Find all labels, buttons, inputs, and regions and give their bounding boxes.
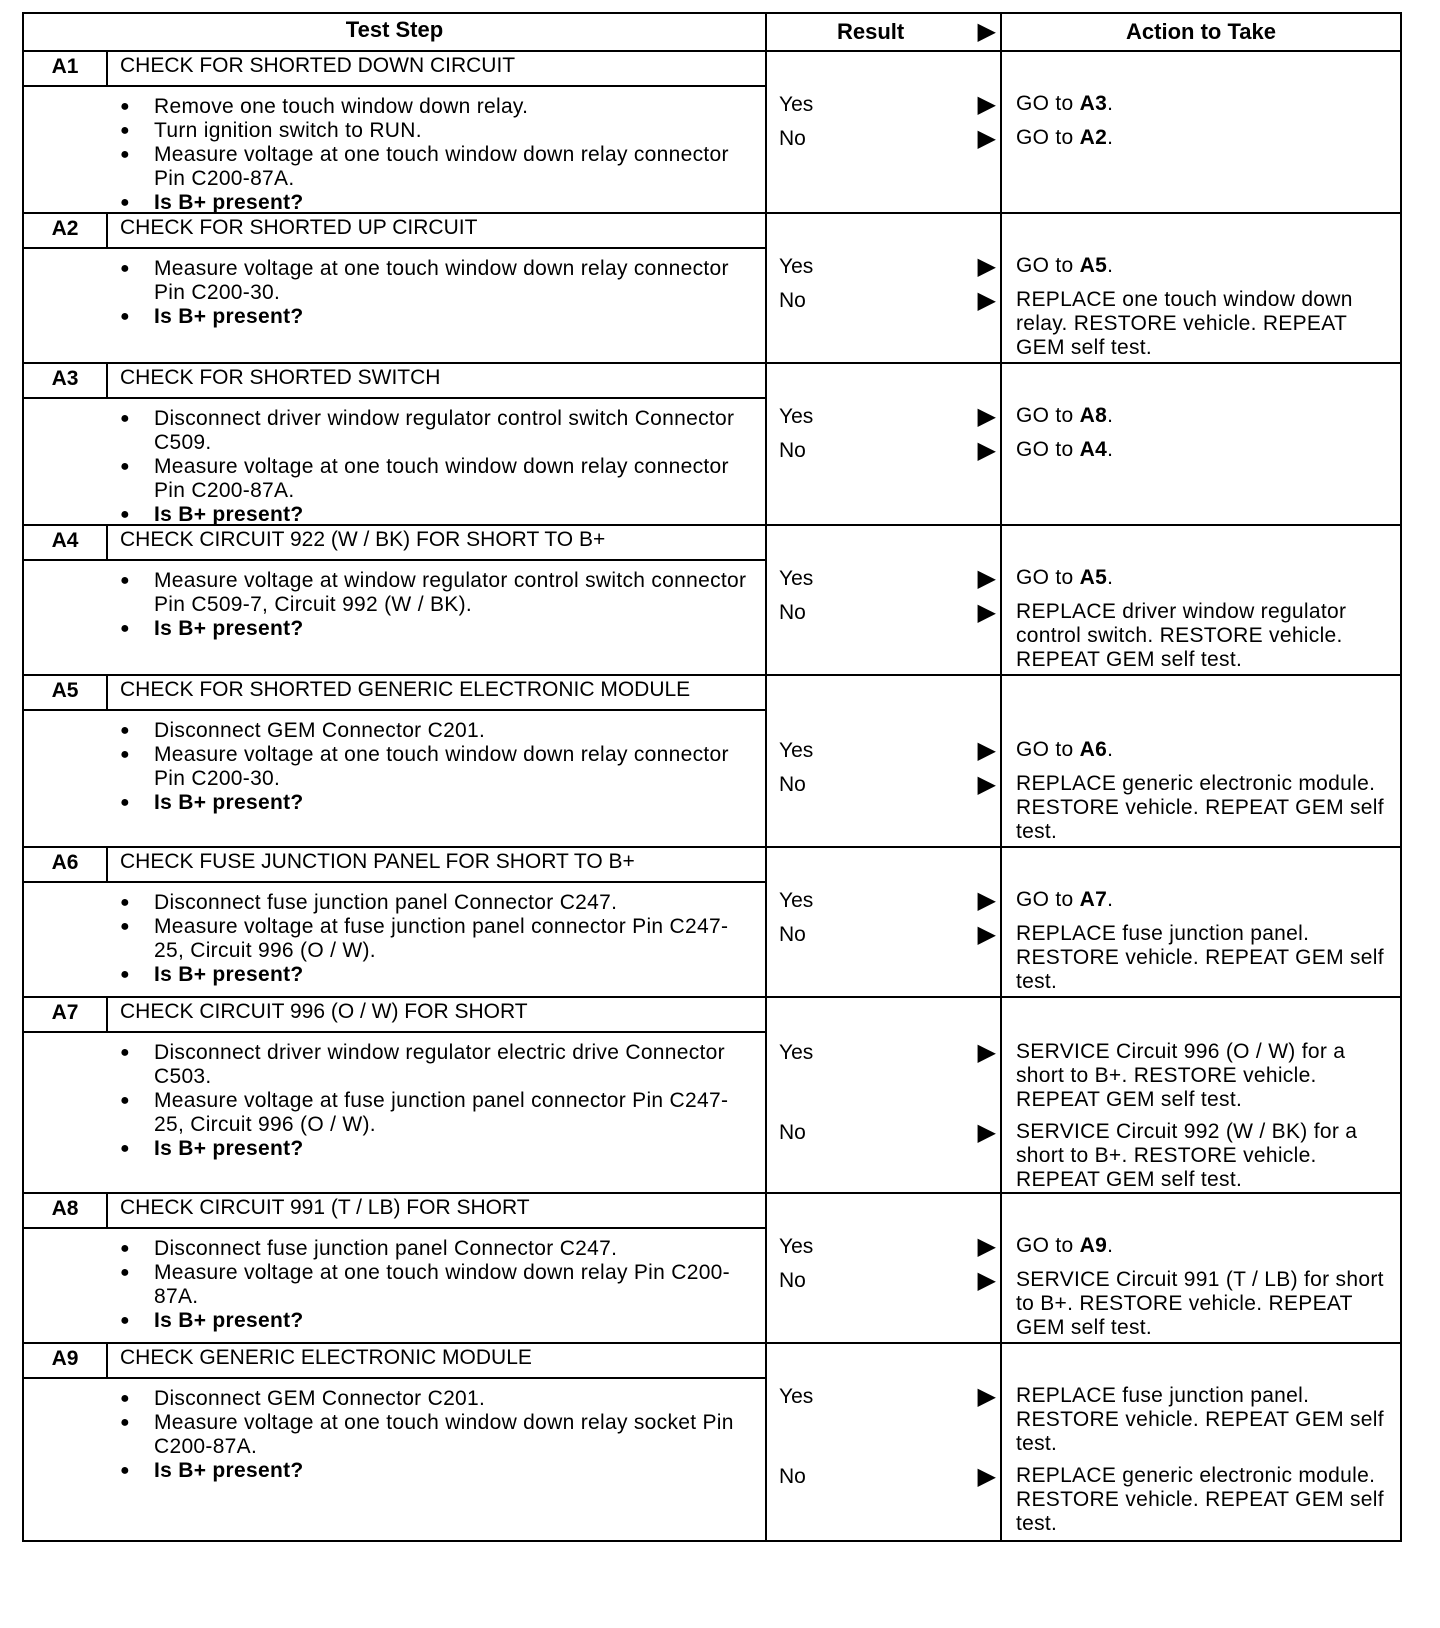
action-prefix: REPLACE one touch window down relay. RESTORE vehicle. REPEAT GEM self test. xyxy=(1016,288,1353,359)
steps-body xyxy=(24,52,1400,1540)
action-text xyxy=(1016,888,1386,912)
action-prefix: GO to xyxy=(1016,254,1080,277)
right-arrow-icon: ▶ xyxy=(977,1039,996,1066)
result-cell xyxy=(767,1194,1002,1342)
instruction-item: ● Measure voltage at fuse junction panel connector Pin C247-25, Circuit 996 (O / W). xyxy=(24,1089,755,1137)
result-label: Yes xyxy=(779,255,814,278)
instruction-item: ● Is B+ present? xyxy=(24,963,755,987)
action-text xyxy=(1016,600,1386,672)
result-label: Yes xyxy=(779,567,814,590)
result-label: Yes xyxy=(779,1235,814,1258)
action-cell xyxy=(1002,1344,1400,1540)
result-no xyxy=(779,922,1000,948)
action-text xyxy=(1016,92,1386,116)
action-prefix: REPLACE fuse junction panel. RESTORE vehicle. REPEAT GEM self test. xyxy=(1016,922,1384,993)
instruction-item: ● Is B+ present? xyxy=(24,503,755,527)
action-suffix: . xyxy=(1107,566,1114,589)
right-arrow-icon: ▶ xyxy=(977,599,996,626)
result-no xyxy=(779,600,1000,626)
step-id: A8 xyxy=(24,1194,108,1227)
diagnostic-table xyxy=(22,12,1402,1542)
result-label: No xyxy=(779,289,806,312)
action-step-ref: A7 xyxy=(1079,888,1108,911)
right-arrow-icon: ▶ xyxy=(977,887,996,914)
step-row xyxy=(24,676,1400,848)
instruction-item: ● Disconnect driver window regulator control switch Connector C509. xyxy=(24,407,755,455)
step-row xyxy=(24,214,1400,364)
step-title: CHECK FUSE JUNCTION PANEL FOR SHORT TO B+ xyxy=(120,850,635,873)
action-text xyxy=(1016,1464,1386,1536)
instruction-item: ● Is B+ present? xyxy=(24,1309,755,1333)
step-title-row xyxy=(24,526,765,561)
action-suffix: . xyxy=(1107,1234,1114,1257)
step-instructions xyxy=(24,883,765,991)
test-step-cell xyxy=(24,848,767,996)
action-prefix: SERVICE Circuit 992 (W / BK) for a short to B+. RESTORE vehicle. REPEAT GEM self test. xyxy=(1016,1120,1358,1191)
instruction-item: ● Measure voltage at one touch window down relay connector Pin C200-87A. xyxy=(24,455,755,503)
instruction-item: ● Measure voltage at one touch window down relay connector Pin C200-87A. xyxy=(24,143,755,191)
action-prefix: GO to xyxy=(1016,888,1080,911)
test-step-cell xyxy=(24,214,767,362)
result-label: No xyxy=(779,1269,806,1292)
result-no xyxy=(779,288,1000,314)
header-test-step: Test Step xyxy=(24,14,767,50)
result-no xyxy=(779,1464,1000,1490)
step-title: CHECK CIRCUIT 991 (T / LB) FOR SHORT xyxy=(120,1196,530,1219)
action-cell xyxy=(1002,364,1400,524)
step-title-row xyxy=(24,1194,765,1229)
instruction-item: ● Is B+ present? xyxy=(24,1137,755,1161)
right-arrow-icon: ▶ xyxy=(977,565,996,592)
instruction-item: ● Measure voltage at one touch window down relay Pin C200-87A. xyxy=(24,1261,755,1309)
right-arrow-icon: ▶ xyxy=(977,737,996,764)
step-id: A3 xyxy=(24,364,108,397)
step-instructions xyxy=(24,711,765,819)
result-no xyxy=(779,438,1000,464)
action-cell xyxy=(1002,52,1400,212)
right-arrow-icon: ▶ xyxy=(977,403,996,430)
step-title-row xyxy=(24,214,765,249)
result-yes xyxy=(779,738,1000,764)
result-no xyxy=(779,1120,1000,1146)
test-step-cell xyxy=(24,998,767,1192)
step-row xyxy=(24,364,1400,526)
result-cell xyxy=(767,848,1002,996)
action-suffix: . xyxy=(1107,92,1114,115)
result-no xyxy=(779,126,1000,152)
header-result-cell xyxy=(767,14,1002,50)
step-title: CHECK CIRCUIT 996 (O / W) FOR SHORT xyxy=(120,1000,528,1023)
action-prefix: GO to xyxy=(1016,438,1080,461)
action-step-ref: A2 xyxy=(1079,126,1108,149)
step-id: A9 xyxy=(24,1344,108,1377)
action-text xyxy=(1016,404,1386,428)
step-instructions xyxy=(24,399,765,531)
result-label: No xyxy=(779,773,806,796)
result-label: Yes xyxy=(779,405,814,428)
test-step-cell xyxy=(24,1194,767,1342)
result-cell xyxy=(767,364,1002,524)
right-arrow-icon: ▶ xyxy=(977,91,996,118)
instruction-item: ● Turn ignition switch to RUN. xyxy=(24,119,755,143)
action-prefix: REPLACE driver window regulator control switch. RESTORE vehicle. REPEAT GEM self test. xyxy=(1016,600,1347,671)
step-instructions xyxy=(24,561,765,645)
instruction-item: ● Is B+ present? xyxy=(24,791,755,815)
step-row xyxy=(24,998,1400,1194)
step-title: CHECK CIRCUIT 922 (W / BK) FOR SHORT TO B+ xyxy=(120,528,606,551)
result-label: Yes xyxy=(779,739,814,762)
result-yes xyxy=(779,888,1000,914)
step-title-row xyxy=(24,998,765,1033)
step-row xyxy=(24,52,1400,214)
right-arrow-icon: ▶ xyxy=(977,1383,996,1410)
action-text xyxy=(1016,922,1386,994)
action-suffix: . xyxy=(1107,438,1114,461)
step-instructions xyxy=(24,1033,765,1165)
instruction-item: ● Measure voltage at one touch window down relay connector Pin C200-30. xyxy=(24,743,755,791)
header-action: Action to Take xyxy=(1126,19,1276,44)
step-title: CHECK FOR SHORTED UP CIRCUIT xyxy=(120,216,478,239)
result-yes xyxy=(779,1234,1000,1260)
result-cell xyxy=(767,526,1002,674)
step-title: CHECK FOR SHORTED SWITCH xyxy=(120,366,441,389)
step-id: A2 xyxy=(24,214,108,247)
test-step-cell xyxy=(24,52,767,212)
action-text xyxy=(1016,738,1386,762)
step-title-row xyxy=(24,676,765,711)
instruction-item: ● Measure voltage at one touch window down relay socket Pin C200-87A. xyxy=(24,1411,755,1459)
action-text xyxy=(1016,1234,1386,1258)
action-text xyxy=(1016,438,1386,462)
step-title: CHECK GENERIC ELECTRONIC MODULE xyxy=(120,1346,532,1369)
result-label: Yes xyxy=(779,93,814,116)
step-id: A6 xyxy=(24,848,108,881)
right-arrow-icon: ▶ xyxy=(977,771,996,798)
action-suffix: . xyxy=(1107,888,1114,911)
action-cell xyxy=(1002,1194,1400,1342)
step-title: CHECK FOR SHORTED DOWN CIRCUIT xyxy=(120,54,516,77)
right-arrow-icon: ▶ xyxy=(977,253,996,280)
right-arrow-icon: ▶ xyxy=(977,437,996,464)
result-label: Yes xyxy=(779,1041,814,1064)
action-text xyxy=(1016,1384,1386,1456)
step-title-row xyxy=(24,848,765,883)
action-text xyxy=(1016,772,1386,844)
instruction-item: ● Measure voltage at one touch window down relay connector Pin C200-30. xyxy=(24,257,755,305)
result-label: No xyxy=(779,923,806,946)
action-text xyxy=(1016,254,1386,278)
action-step-ref: A8 xyxy=(1079,404,1108,427)
instruction-item: ● Is B+ present? xyxy=(24,1459,755,1483)
result-label: No xyxy=(779,127,806,150)
action-cell xyxy=(1002,526,1400,674)
table-header xyxy=(24,14,1400,52)
result-no xyxy=(779,772,1000,798)
step-id: A4 xyxy=(24,526,108,559)
action-text xyxy=(1016,566,1386,590)
instruction-item: ● Measure voltage at fuse junction panel connector Pin C247-25, Circuit 996 (O / W). xyxy=(24,915,755,963)
step-row xyxy=(24,526,1400,676)
result-cell xyxy=(767,676,1002,846)
result-cell xyxy=(767,214,1002,362)
right-arrow-icon: ▶ xyxy=(977,921,996,948)
result-yes xyxy=(779,566,1000,592)
result-label: Yes xyxy=(779,1385,814,1408)
test-step-cell xyxy=(24,364,767,524)
result-yes xyxy=(779,1040,1000,1066)
action-prefix: GO to xyxy=(1016,92,1080,115)
action-prefix: GO to xyxy=(1016,738,1080,761)
step-instructions xyxy=(24,87,765,219)
action-step-ref: A5 xyxy=(1079,566,1108,589)
right-arrow-icon: ▶ xyxy=(977,1233,996,1260)
result-no xyxy=(779,1268,1000,1294)
instruction-item: ● Disconnect GEM Connector C201. xyxy=(24,719,755,743)
action-step-ref: A3 xyxy=(1079,92,1108,115)
action-text xyxy=(1016,288,1386,360)
result-label: No xyxy=(779,439,806,462)
action-suffix: . xyxy=(1107,254,1114,277)
action-prefix: GO to xyxy=(1016,404,1080,427)
result-label: No xyxy=(779,1465,806,1488)
step-id: A7 xyxy=(24,998,108,1031)
step-instructions xyxy=(24,1379,765,1487)
result-cell xyxy=(767,1344,1002,1540)
step-row xyxy=(24,848,1400,998)
step-title-row xyxy=(24,1344,765,1379)
result-yes xyxy=(779,1384,1000,1410)
right-arrow-icon: ▶ xyxy=(977,1463,996,1490)
action-step-ref: A9 xyxy=(1079,1234,1108,1257)
instruction-item: ● Measure voltage at window regulator control switch connector Pin C509-7, Circuit 992 (W / BK). xyxy=(24,569,755,617)
action-prefix: SERVICE Circuit 991 (T / LB) for short to B+. RESTORE vehicle. REPEAT GEM self test. xyxy=(1016,1268,1384,1339)
right-arrow-icon: ▶ xyxy=(977,1119,996,1146)
action-prefix: REPLACE fuse junction panel. RESTORE vehicle. REPEAT GEM self test. xyxy=(1016,1384,1384,1455)
action-text xyxy=(1016,1040,1386,1112)
instruction-item: ● Is B+ present? xyxy=(24,191,755,215)
right-arrow-icon: ▶ xyxy=(977,18,996,45)
action-step-ref: A4 xyxy=(1079,438,1108,461)
test-step-cell xyxy=(24,1344,767,1540)
action-text xyxy=(1016,126,1386,150)
result-label: Yes xyxy=(779,889,814,912)
instruction-item: ● Remove one touch window down relay. xyxy=(24,95,755,119)
test-step-cell xyxy=(24,526,767,674)
step-id: A5 xyxy=(24,676,108,709)
action-prefix: SERVICE Circuit 996 (O / W) for a short to B+. RESTORE vehicle. REPEAT GEM self test. xyxy=(1016,1040,1346,1111)
result-cell xyxy=(767,52,1002,212)
step-instructions xyxy=(24,1229,765,1337)
action-suffix: . xyxy=(1107,404,1114,427)
result-yes xyxy=(779,254,1000,280)
instruction-item: ● Is B+ present? xyxy=(24,305,755,329)
action-text xyxy=(1016,1120,1386,1192)
instruction-item: ● Is B+ present? xyxy=(24,617,755,641)
step-title-row xyxy=(24,52,765,87)
action-cell xyxy=(1002,998,1400,1192)
right-arrow-icon: ▶ xyxy=(977,287,996,314)
header-result: Result xyxy=(837,19,905,44)
action-prefix: GO to xyxy=(1016,126,1080,149)
action-prefix: REPLACE generic electronic module. RESTORE vehicle. REPEAT GEM self test. xyxy=(1016,772,1384,843)
instruction-item: ● Disconnect GEM Connector C201. xyxy=(24,1387,755,1411)
result-yes xyxy=(779,404,1000,430)
result-yes xyxy=(779,92,1000,118)
result-label: No xyxy=(779,601,806,624)
instruction-item: ● Disconnect fuse junction panel Connector C247. xyxy=(24,1237,755,1261)
instruction-item: ● Disconnect fuse junction panel Connector C247. xyxy=(24,891,755,915)
action-prefix: GO to xyxy=(1016,566,1080,589)
result-label: No xyxy=(779,1121,806,1144)
action-prefix: GO to xyxy=(1016,1234,1080,1257)
right-arrow-icon: ▶ xyxy=(977,125,996,152)
action-prefix: REPLACE generic electronic module. RESTORE vehicle. REPEAT GEM self test. xyxy=(1016,1464,1384,1535)
action-step-ref: A5 xyxy=(1079,254,1108,277)
instruction-item: ● Disconnect driver window regulator electric drive Connector C503. xyxy=(24,1041,755,1089)
test-step-cell xyxy=(24,676,767,846)
action-text xyxy=(1016,1268,1386,1340)
action-suffix: . xyxy=(1107,126,1114,149)
action-step-ref: A6 xyxy=(1079,738,1108,761)
step-row xyxy=(24,1344,1400,1540)
step-title-row xyxy=(24,364,765,399)
step-instructions xyxy=(24,249,765,333)
action-suffix: . xyxy=(1107,738,1114,761)
step-title: CHECK FOR SHORTED GENERIC ELECTRONIC MODULE xyxy=(120,678,691,701)
step-row xyxy=(24,1194,1400,1344)
action-cell xyxy=(1002,676,1400,846)
right-arrow-icon: ▶ xyxy=(977,1267,996,1294)
action-cell xyxy=(1002,848,1400,996)
step-id: A1 xyxy=(24,52,108,85)
result-cell xyxy=(767,998,1002,1192)
action-cell xyxy=(1002,214,1400,362)
